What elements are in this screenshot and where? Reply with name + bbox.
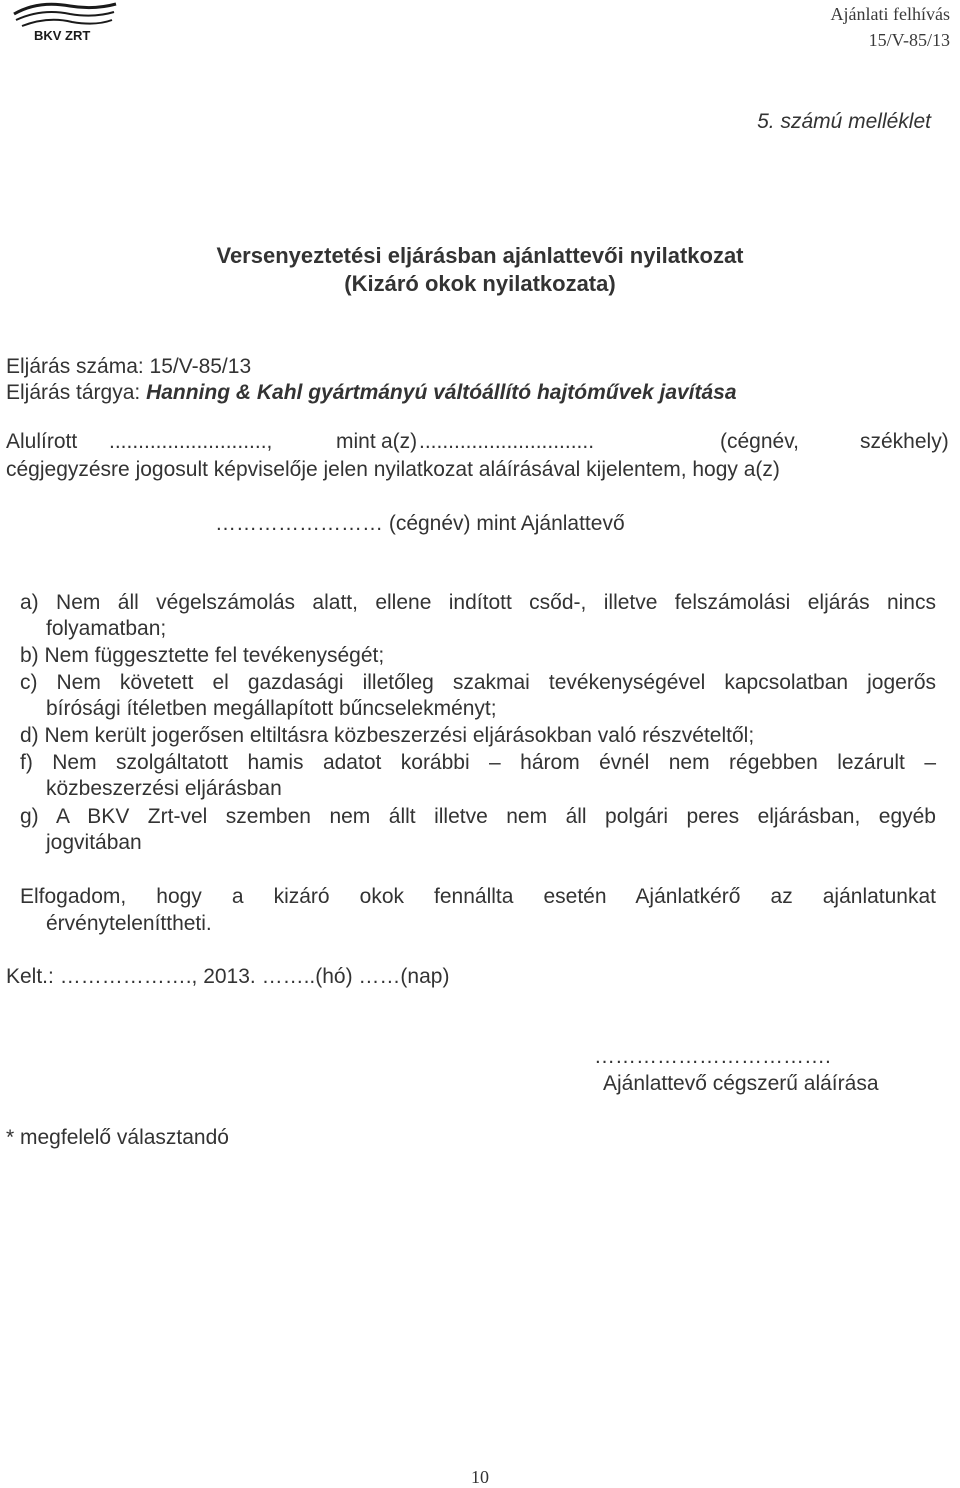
declaration-line-2: cégjegyzésre jogosult képviselője jelen nyilatkozat aláírásával kijelentem, hogy a(z) xyxy=(6,458,780,481)
item-a-line-2: folyamatban; xyxy=(46,617,167,640)
acceptance-line-2: érvényteleníttheti. xyxy=(46,912,212,935)
document-subtitle: (Kizáró okok nyilatkozata) xyxy=(344,271,616,296)
item-a-line-1: a) Nem áll végelszámolás alatt, ellene indított csőd-, illetve felszámolási eljárás nincs xyxy=(20,591,936,614)
procedure-subject-label: Eljárás tárgya: xyxy=(6,381,147,404)
header-doc-number: 15/V-85/13 xyxy=(868,30,950,50)
signature-label: Ajánlattevő cégszerű aláírása xyxy=(603,1072,879,1095)
bkv-logo-icon xyxy=(8,0,120,44)
item-d: d) Nem került jogerősen eltiltásra közbeszerzési eljárásokban való részvételtől; xyxy=(20,724,755,747)
declaration-word-cegnev: (cégnév, xyxy=(720,430,799,453)
company-line: …………………… (cégnév) mint Ajánlattevő xyxy=(215,512,625,535)
item-b: b) Nem függesztette fel tevékenységét; xyxy=(20,644,385,667)
procedure-subject xyxy=(6,381,737,405)
document-title: Versenyeztetési eljárásban ajánlattevői nyilatkozat xyxy=(216,243,744,268)
declaration-dots-1: ..........................., xyxy=(109,430,273,453)
declaration-dots-2: .............................. xyxy=(419,430,595,453)
bkv-logo xyxy=(8,0,120,44)
page-number: 10 xyxy=(471,1467,489,1487)
declaration-word-szekhely: székhely) xyxy=(860,430,949,453)
signature-dots: ……………………………. xyxy=(594,1045,831,1068)
item-f-line-2: közbeszerzési eljárásban xyxy=(46,777,282,800)
footnote: * megfelelő választandó xyxy=(6,1126,229,1149)
item-g-line-2: jogvitában xyxy=(46,831,142,854)
procedure-number: Eljárás száma: 15/V-85/13 xyxy=(6,355,252,378)
declaration-word-1: Alulírott xyxy=(6,430,78,453)
logo-text: BKV ZRT xyxy=(34,28,91,43)
item-c-line-1: c) Nem követett el gazdasági illetőleg szakmai tevékenységével kapcsolatban jogerős xyxy=(20,671,936,694)
header-doc-type: Ajánlati felhívás xyxy=(830,4,950,24)
item-g-line-1: g) A BKV Zrt-vel szemben nem állt illetve nem áll polgári peres eljárásban, egyéb xyxy=(20,805,936,828)
date-line: Kelt.: ………………., 2013. ……..(hó) ……(nap) xyxy=(6,965,450,988)
procedure-subject-value: Hanning & Kahl gyártmányú váltóállító hajtóművek javítása xyxy=(146,381,737,404)
item-f-line-1: f) Nem szolgáltatott hamis adatot korábbi – három évnél nem régebben lezárult – xyxy=(20,751,936,774)
declaration-word-az: a(z) xyxy=(381,430,418,453)
declaration-word-mint: mint xyxy=(336,430,376,453)
acceptance-line-1: Elfogadom, hogy a kizáró okok fennállta esetén Ajánlatkérő az ajánlatunkat xyxy=(20,885,936,908)
annex-label: 5. számú melléklet xyxy=(757,110,931,133)
item-c-line-2: bírósági ítéletben megállapított bűncselekményt; xyxy=(46,697,497,720)
